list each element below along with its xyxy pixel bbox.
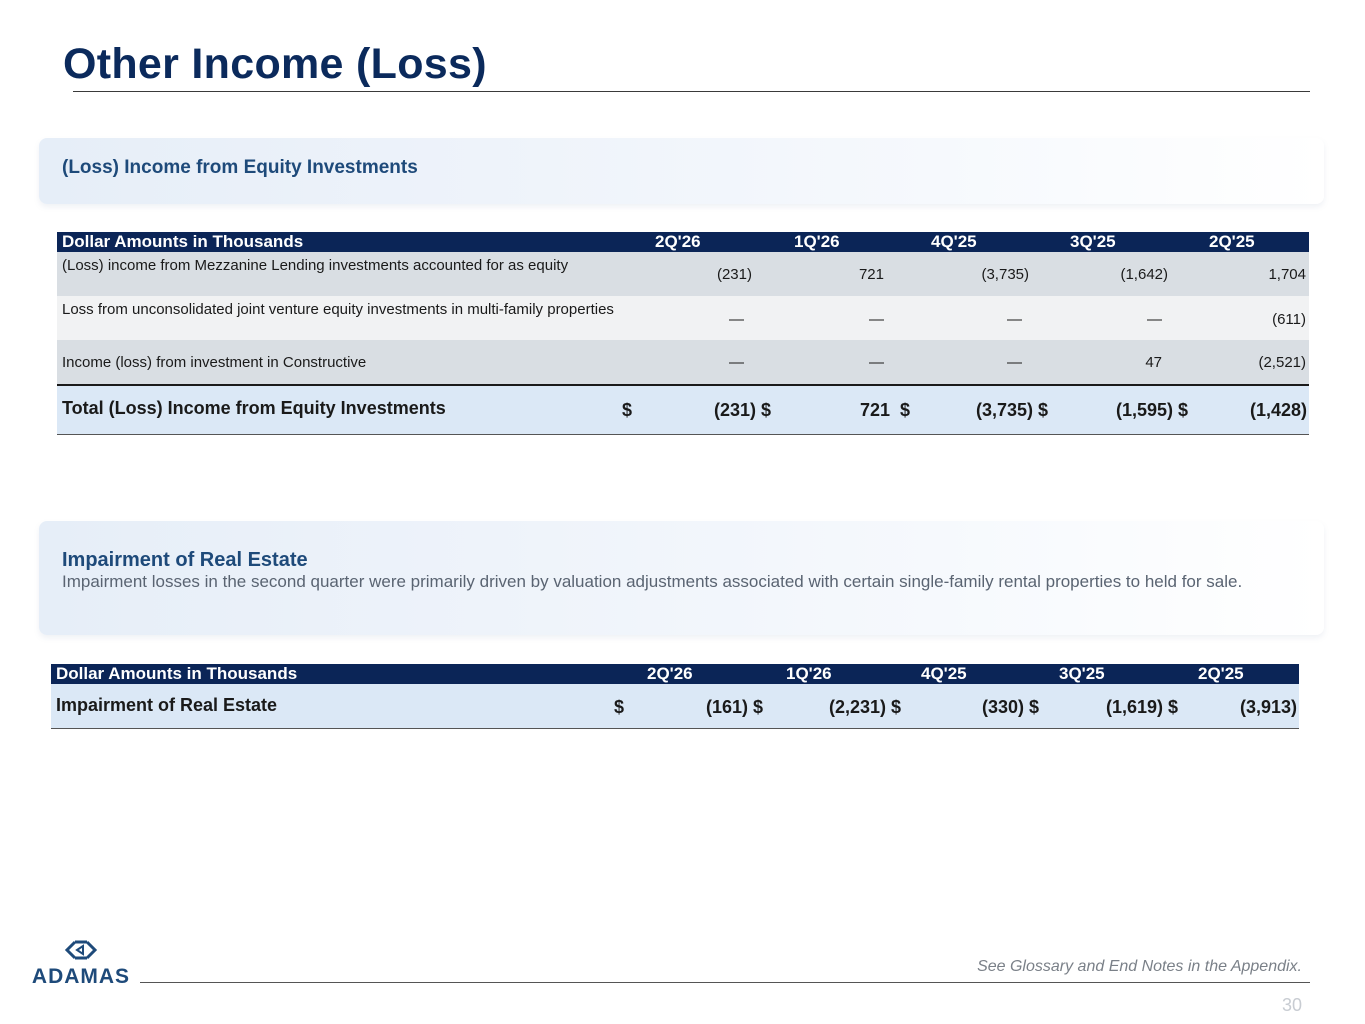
title-divider [73,91,1310,92]
total-value: (1,428) [1249,400,1307,420]
page-title: Other Income (Loss) [63,40,487,88]
cell-value: 721 [858,266,884,283]
table-total-row [57,384,1309,435]
section-title-equity: (Loss) Income from Equity Investments [62,157,418,178]
table-row [57,340,1309,384]
total-value: 721 $ [859,400,910,420]
table-row [57,296,1309,340]
currency-symbol: $ [622,400,633,420]
row-value: (2,231) $ [828,697,901,717]
section-description: Impairment losses in the second quarter were primarily driven by valuation adjustments associated with certain single-family rental properties to held for sale. [62,572,1243,591]
cell-value: — [869,311,884,328]
table-header [57,232,1309,252]
header-label: Dollar Amounts in Thousands [56,664,298,683]
header-col: 3Q'25 [1059,664,1105,683]
header-col: 2Q'25 [1209,232,1255,251]
cell-value: 1,704 [1268,266,1306,283]
header-col: 2Q'26 [655,232,701,251]
table-row [57,252,1309,296]
row-label: Income (loss) from investment in Constructive [62,354,367,371]
header-col: 2Q'26 [647,664,693,683]
footer-note: See Glossary and End Notes in the Appendix. [977,958,1302,975]
cell-value: 47 [1145,354,1162,371]
total-value: (1,595) $ [1115,400,1188,420]
logo-text: ADAMAS [31,965,131,988]
header-col: 4Q'25 [931,232,977,251]
cell-value: — [869,354,884,371]
header-col: 4Q'25 [921,664,967,683]
cell-value: — [729,311,744,328]
cell-value: (1,642) [1120,266,1168,283]
header-col: 1Q'26 [786,664,832,683]
cell-value: — [1007,311,1022,328]
cell-value: — [1007,354,1022,371]
currency-symbol: $ [614,697,625,717]
row-label: (Loss) income from Mezzanine Lending investments accounted for as equity [62,257,569,274]
row-value: (1,619) $ [1105,697,1178,717]
footer-divider [140,982,1310,983]
total-value: (3,735) $ [975,400,1048,420]
header-label: Dollar Amounts in Thousands [62,232,304,251]
row-label: Loss from unconsolidated joint venture equity investments in multi-family properties [62,301,614,318]
total-value: (231) $ [713,400,771,420]
cell-value: — [729,354,744,371]
table-header [51,664,1299,684]
page-number: 30 [1281,995,1302,1015]
row-label: Impairment of Real Estate [56,695,278,715]
total-label: Total (Loss) Income from Equity Investments [62,398,446,418]
cell-value: (2,521) [1258,354,1306,371]
row-value: (161) $ [705,697,763,717]
cell-value: — [1147,311,1162,328]
company-logo [26,937,136,989]
header-col: 2Q'25 [1198,664,1244,683]
logo-mark-icon [63,940,99,966]
section-title-impairment: Impairment of Real Estate [62,549,308,571]
header-col: 3Q'25 [1070,232,1116,251]
cell-value: (611) [1272,311,1306,328]
cell-value: (3,735) [981,266,1029,283]
header-col: 1Q'26 [794,232,840,251]
row-value: (3,913) [1239,697,1297,717]
table-row [51,684,1299,729]
row-value: (330) $ [981,697,1039,717]
cell-value: (231) [716,266,752,283]
